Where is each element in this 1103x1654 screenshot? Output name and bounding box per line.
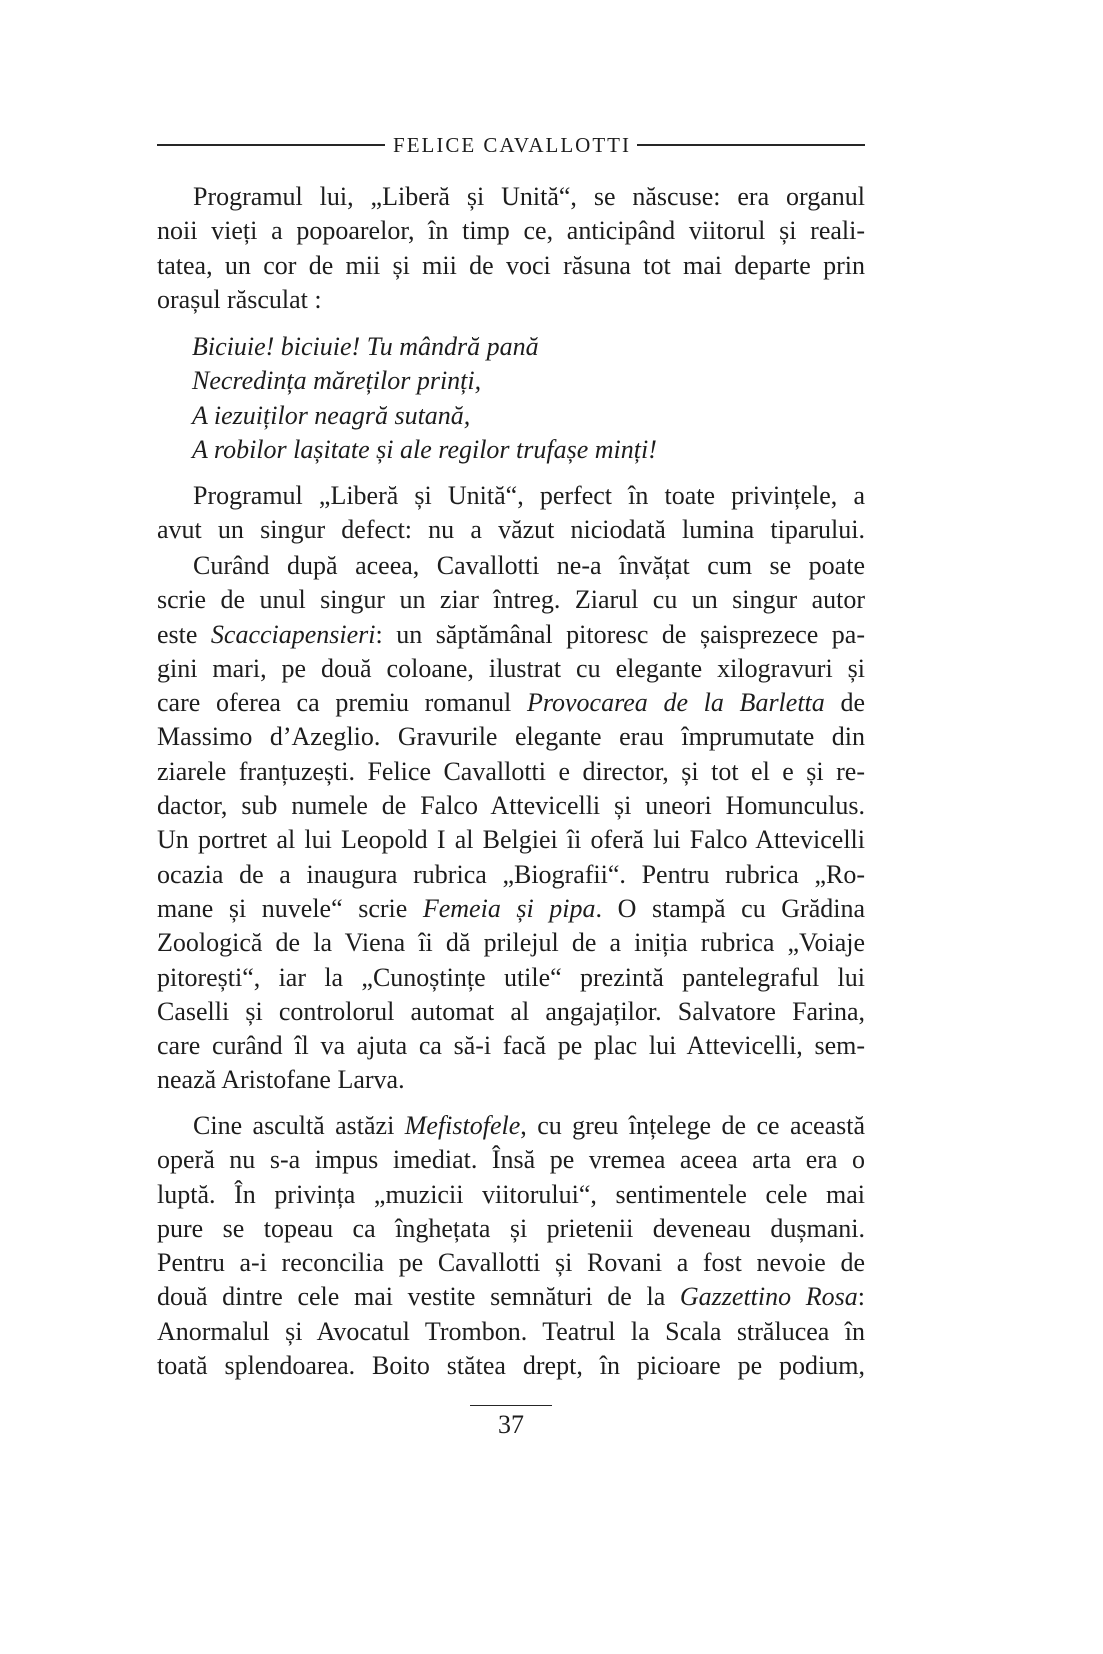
verse-line: A robilor lașitate și ale regilor trufașe minți!: [192, 434, 657, 464]
text-line: Massimo d’Azeglio. Gravurile elegante erau împrumutate din: [157, 722, 865, 752]
text-line: nează Aristofane Larva.: [157, 1065, 405, 1095]
italic-title: Mefistofele: [404, 1111, 521, 1140]
text-line: [157, 1280, 865, 1314]
text-line: scrie de unul singur un ziar întreg. Ziarul cu un singur autor: [157, 585, 865, 615]
page-number: 37: [498, 1410, 524, 1439]
text-line: Zoologică de la Viena îi dă prilejul de a iniția rubrica „Voiaje: [157, 928, 865, 958]
running-head-title: FELICE CAVALLOTTI: [393, 133, 631, 157]
text-line: avut un singur defect: nu a văzut niciodată lumina tiparului.: [157, 515, 865, 545]
text-segment: mane și nuvele“ scrie: [157, 893, 423, 923]
text-line: dactor, sub numele de Falco Attevicelli și uneori Homunculus.: [157, 791, 865, 821]
verse-line: Necredința măreților prinți,: [192, 366, 482, 396]
verse-block: [157, 330, 865, 467]
paragraph: [157, 549, 865, 1098]
text-segment: . O stampă cu Grădina: [595, 893, 866, 923]
text-line: ziarele franțuzești. Felice Cavallotti e director, și tot el e și re-: [157, 756, 865, 786]
text-line: noii vieți a popoarelor, în timp ce, anticipând viitorul și reali-: [157, 216, 865, 246]
text-line: [157, 1109, 865, 1143]
running-head-rule-right: [637, 144, 865, 145]
text-segment: Cine ascultă astăzi: [193, 1111, 405, 1140]
text-line: toată splendoarea. Boito stătea drept, în picioare pe podium,: [157, 1351, 865, 1381]
text-line: orașul răsculat :: [157, 284, 322, 314]
text-segment: :: [857, 1282, 865, 1312]
text-segment: două dintre cele mai vestite semnături de la: [157, 1282, 680, 1312]
verse-line: Biciuie! biciuie! Tu mândră pană: [192, 332, 539, 361]
text-line: care curând îl va ajuta ca să-i facă pe plac lui Attevicelli, sem-: [157, 1031, 865, 1061]
verse-line: A iezuiților neagră sutană,: [192, 400, 471, 430]
italic-title: Provocarea de la Barletta: [526, 688, 825, 718]
text-line: Pentru a-i reconcilia pe Cavallotti și Rovani a fost nevoie de: [157, 1248, 865, 1278]
text-line: [157, 686, 865, 720]
text-line: luptă. În privința „muzicii viitorului“, sentimentele cele mai: [157, 1179, 865, 1209]
paragraph: [157, 180, 865, 317]
paragraph: [157, 479, 865, 548]
text-line: pure se topeau ca înghețata și prietenii deveneau dușmani.: [157, 1213, 865, 1243]
paragraph: [157, 1109, 865, 1383]
text-line: tatea, un cor de mii și mii de voci răsuna tot mai departe prin: [157, 250, 865, 280]
page-number-rule: [470, 1405, 552, 1406]
text-segment: , cu greu înțelege de ce această: [520, 1111, 865, 1140]
text-line: gini mari, pe două coloane, ilustrat cu elegante xilogravuri și: [157, 653, 865, 683]
text-segment: de: [824, 688, 865, 718]
text-line: operă nu s-a impus imediat. Însă pe vremea aceea arta era o: [157, 1145, 865, 1175]
text-line: Caselli și controlorul automat al angajaților. Salvatore Farina,: [157, 996, 865, 1026]
italic-title: Scacciapensieri: [210, 619, 376, 649]
italic-title: Gazzettino Rosa: [679, 1282, 858, 1312]
text-line: [157, 618, 865, 652]
text-segment: care oferea ca premiu romanul: [157, 688, 527, 718]
text-line: Programul „Liberă și Unită“, perfect în toate privințele, a: [193, 481, 865, 510]
text-line: Programul lui, „Liberă și Unită“, se născuse: era organul: [193, 182, 865, 211]
running-head: [157, 132, 865, 158]
running-head-rule-left: [157, 144, 385, 145]
italic-title: Femeia și pipa: [422, 893, 596, 923]
text-segment: este: [157, 619, 211, 649]
text-line: pitorești“, iar la „Cunoștințe utile“ prezintă pantelegraful lui: [157, 962, 865, 992]
text-segment: : un săptămânal pitoresc de șaisprezece pa-: [375, 619, 865, 649]
text-line: ocazia de a inaugura rubrica „Biografii“. Pentru rubrica „Ro-: [157, 859, 865, 889]
text-line: [157, 892, 865, 926]
text-line: Curând după aceea, Cavallotti ne-a învățat cum se poate: [193, 551, 865, 580]
text-line: Anormalul și Avocatul Trombon. Teatrul la Scala strălucea în: [157, 1316, 865, 1346]
text-line: Un portret al lui Leopold I al Belgiei îi oferă lui Falco Attevicelli: [157, 825, 865, 855]
